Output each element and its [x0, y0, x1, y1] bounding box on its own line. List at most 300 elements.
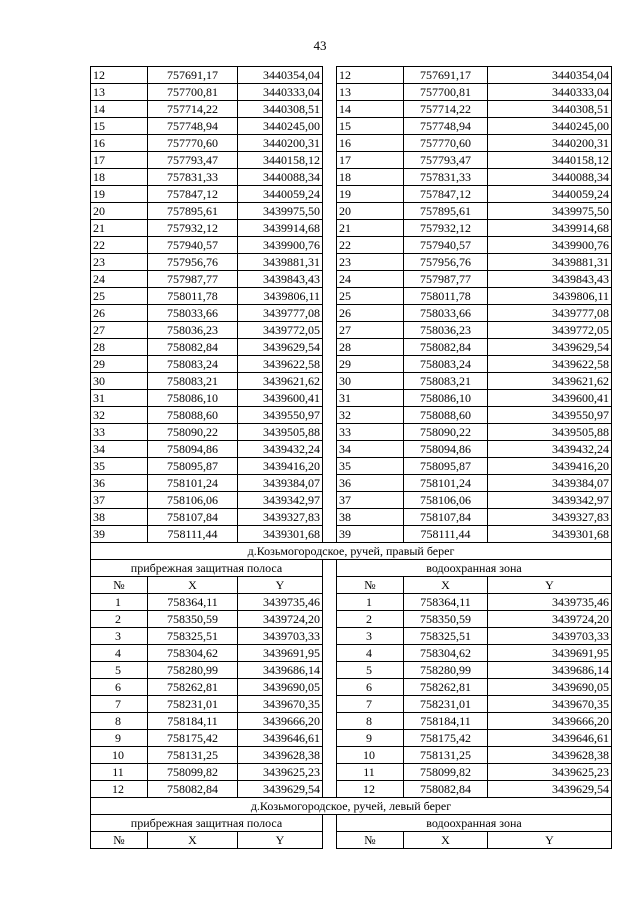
point-number: 28 — [91, 339, 148, 356]
x-coordinate: 758364,11 — [404, 594, 488, 611]
left-zone-label: прибрежная защитная полоса — [91, 560, 323, 577]
table-row — [91, 220, 612, 237]
table-row — [91, 781, 612, 798]
y-coordinate: 3439628,38 — [238, 747, 323, 764]
x-coordinate: 758083,24 — [148, 356, 238, 373]
table-row — [91, 373, 612, 390]
table-row — [91, 339, 612, 356]
y-coordinate: 3439772,05 — [488, 322, 612, 339]
y-coordinate: 3439342,97 — [488, 492, 612, 509]
y-coordinate: 3439646,61 — [238, 730, 323, 747]
table-row — [91, 628, 612, 645]
point-number: 36 — [91, 475, 148, 492]
y-coordinate: 3439600,41 — [238, 390, 323, 407]
x-coordinate: 758280,99 — [148, 662, 238, 679]
column-gap — [323, 475, 337, 492]
x-coordinate: 757956,76 — [148, 254, 238, 271]
x-coordinate: 757987,77 — [148, 271, 238, 288]
point-number: 8 — [337, 713, 404, 730]
y-coordinate: 3439900,76 — [238, 237, 323, 254]
x-coordinate: 758231,01 — [148, 696, 238, 713]
point-number: 12 — [337, 67, 404, 84]
x-coordinate: 758036,23 — [148, 322, 238, 339]
table-row — [91, 594, 612, 611]
x-coordinate: 758107,84 — [404, 509, 488, 526]
x-coordinate: 758033,66 — [404, 305, 488, 322]
x-coordinate: 758082,84 — [404, 781, 488, 798]
x-coordinate: 757940,57 — [148, 237, 238, 254]
x-coordinate: 758262,81 — [148, 679, 238, 696]
point-number: 27 — [91, 322, 148, 339]
point-number: 1 — [337, 594, 404, 611]
column-header-y: Y — [238, 832, 323, 849]
y-coordinate: 3439625,23 — [488, 764, 612, 781]
x-coordinate: 757987,77 — [404, 271, 488, 288]
y-coordinate: 3439975,50 — [238, 203, 323, 220]
table-row — [91, 696, 612, 713]
section2-header — [91, 543, 612, 594]
table-row — [91, 441, 612, 458]
y-coordinate: 3440245,00 — [488, 118, 612, 135]
table-row — [91, 730, 612, 747]
y-coordinate: 3439735,46 — [238, 594, 323, 611]
y-coordinate: 3439342,97 — [238, 492, 323, 509]
column-gap — [323, 339, 337, 356]
y-coordinate: 3439327,83 — [238, 509, 323, 526]
table-row — [91, 645, 612, 662]
y-coordinate: 3439629,54 — [488, 781, 612, 798]
y-coordinate: 3440308,51 — [238, 101, 323, 118]
x-coordinate: 758280,99 — [404, 662, 488, 679]
y-coordinate: 3439724,20 — [238, 611, 323, 628]
point-number: 27 — [337, 322, 404, 339]
column-gap — [323, 271, 337, 288]
y-coordinate: 3439881,31 — [238, 254, 323, 271]
x-coordinate: 758033,66 — [148, 305, 238, 322]
column-gap — [323, 815, 337, 832]
x-coordinate: 758262,81 — [404, 679, 488, 696]
x-coordinate: 758086,10 — [404, 390, 488, 407]
table-row — [91, 186, 612, 203]
y-coordinate: 3440354,04 — [238, 67, 323, 84]
point-number: 39 — [337, 526, 404, 543]
y-coordinate: 3439327,83 — [488, 509, 612, 526]
y-coordinate: 3440354,04 — [488, 67, 612, 84]
point-number: 31 — [91, 390, 148, 407]
x-coordinate: 758106,06 — [404, 492, 488, 509]
point-number: 36 — [337, 475, 404, 492]
x-coordinate: 758088,60 — [148, 407, 238, 424]
column-header-x: X — [148, 832, 238, 849]
point-number: 18 — [337, 169, 404, 186]
y-coordinate: 3439646,61 — [488, 730, 612, 747]
column-gap — [323, 288, 337, 305]
column-gap — [323, 730, 337, 747]
column-gap — [323, 135, 337, 152]
section2-body — [91, 594, 612, 798]
y-coordinate: 3439777,08 — [488, 305, 612, 322]
left-zone-label: прибрежная защитная полоса — [91, 815, 323, 832]
point-number: 12 — [337, 781, 404, 798]
point-number: 39 — [91, 526, 148, 543]
y-coordinate: 3439881,31 — [488, 254, 612, 271]
y-coordinate: 3439628,38 — [488, 747, 612, 764]
point-number: 5 — [337, 662, 404, 679]
point-number: 32 — [91, 407, 148, 424]
point-number: 9 — [337, 730, 404, 747]
y-coordinate: 3439550,97 — [238, 407, 323, 424]
column-header-n: № — [91, 577, 148, 594]
column-gap — [323, 577, 337, 594]
point-number: 34 — [91, 441, 148, 458]
x-coordinate: 758304,62 — [148, 645, 238, 662]
page-number: 43 — [313, 38, 327, 53]
table-row — [91, 390, 612, 407]
right-zone-label: водоохранная зона — [337, 560, 612, 577]
column-header-n: № — [91, 832, 148, 849]
y-coordinate: 3439621,62 — [488, 373, 612, 390]
point-number: 30 — [337, 373, 404, 390]
point-number: 2 — [91, 611, 148, 628]
column-gap — [323, 713, 337, 730]
table-row — [91, 271, 612, 288]
x-coordinate: 758325,51 — [148, 628, 238, 645]
column-header-x: X — [404, 577, 488, 594]
point-number: 14 — [337, 101, 404, 118]
coordinates-table — [90, 66, 612, 849]
x-coordinate: 758364,11 — [148, 594, 238, 611]
column-gap — [323, 237, 337, 254]
right-zone-label: водоохранная зона — [337, 815, 612, 832]
y-coordinate: 3439691,95 — [488, 645, 612, 662]
table-row — [91, 662, 612, 679]
point-number: 24 — [91, 271, 148, 288]
y-coordinate: 3439666,20 — [488, 713, 612, 730]
x-coordinate: 758350,59 — [148, 611, 238, 628]
y-coordinate: 3440059,24 — [488, 186, 612, 203]
y-coordinate: 3440059,24 — [238, 186, 323, 203]
x-coordinate: 757895,61 — [148, 203, 238, 220]
column-gap — [323, 679, 337, 696]
y-coordinate: 3439686,14 — [488, 662, 612, 679]
y-coordinate: 3439670,35 — [488, 696, 612, 713]
y-coordinate: 3440200,31 — [488, 135, 612, 152]
x-coordinate: 757793,47 — [148, 152, 238, 169]
table-row — [91, 679, 612, 696]
column-gap — [323, 764, 337, 781]
y-coordinate: 3439384,07 — [238, 475, 323, 492]
point-number: 33 — [337, 424, 404, 441]
table-row — [91, 237, 612, 254]
point-number: 9 — [91, 730, 148, 747]
point-number: 26 — [91, 305, 148, 322]
y-coordinate: 3439384,07 — [488, 475, 612, 492]
column-gap — [323, 781, 337, 798]
x-coordinate: 758090,22 — [404, 424, 488, 441]
point-number: 8 — [91, 713, 148, 730]
point-number: 7 — [91, 696, 148, 713]
x-coordinate: 758011,78 — [148, 288, 238, 305]
column-gap — [323, 203, 337, 220]
point-number: 38 — [337, 509, 404, 526]
x-coordinate: 758083,21 — [148, 373, 238, 390]
x-coordinate: 758175,42 — [148, 730, 238, 747]
column-gap — [323, 390, 337, 407]
y-coordinate: 3439629,54 — [488, 339, 612, 356]
x-coordinate: 758175,42 — [404, 730, 488, 747]
x-coordinate: 758101,24 — [404, 475, 488, 492]
y-coordinate: 3440158,12 — [238, 152, 323, 169]
column-gap — [323, 560, 337, 577]
x-coordinate: 758106,06 — [148, 492, 238, 509]
y-coordinate: 3440308,51 — [488, 101, 612, 118]
y-coordinate: 3440245,00 — [238, 118, 323, 135]
y-coordinate: 3439686,14 — [238, 662, 323, 679]
y-coordinate: 3439625,23 — [238, 764, 323, 781]
point-number: 13 — [91, 84, 148, 101]
table-row — [91, 526, 612, 543]
x-coordinate: 757691,17 — [404, 67, 488, 84]
table-row — [91, 492, 612, 509]
x-coordinate: 758083,21 — [404, 373, 488, 390]
x-coordinate: 758090,22 — [148, 424, 238, 441]
point-number: 3 — [91, 628, 148, 645]
point-number: 37 — [91, 492, 148, 509]
y-coordinate: 3439703,33 — [238, 628, 323, 645]
x-coordinate: 757831,33 — [404, 169, 488, 186]
x-coordinate: 757956,76 — [404, 254, 488, 271]
point-number: 29 — [91, 356, 148, 373]
y-coordinate: 3440333,04 — [488, 84, 612, 101]
section3-header — [91, 798, 612, 849]
table-row — [91, 305, 612, 322]
y-coordinate: 3439724,20 — [488, 611, 612, 628]
table-row — [91, 747, 612, 764]
column-gap — [323, 356, 337, 373]
point-number: 30 — [91, 373, 148, 390]
table-row — [91, 203, 612, 220]
column-header-y: Y — [488, 577, 612, 594]
column-gap — [323, 441, 337, 458]
x-coordinate: 757700,81 — [148, 84, 238, 101]
point-number: 13 — [337, 84, 404, 101]
section-title: д.Козьмогородское, ручей, правый берег — [91, 543, 612, 560]
column-gap — [323, 611, 337, 628]
table-row — [91, 135, 612, 152]
column-gap — [323, 747, 337, 764]
x-coordinate: 758304,62 — [404, 645, 488, 662]
x-coordinate: 758111,44 — [148, 526, 238, 543]
x-coordinate: 758095,87 — [148, 458, 238, 475]
point-number: 10 — [337, 747, 404, 764]
point-number: 22 — [91, 237, 148, 254]
column-gap — [323, 458, 337, 475]
point-number: 29 — [337, 356, 404, 373]
point-number: 38 — [91, 509, 148, 526]
y-coordinate: 3439690,05 — [238, 679, 323, 696]
y-coordinate: 3439843,43 — [238, 271, 323, 288]
column-gap — [323, 101, 337, 118]
x-coordinate: 757847,12 — [404, 186, 488, 203]
table-row — [91, 152, 612, 169]
point-number: 25 — [91, 288, 148, 305]
y-coordinate: 3440088,34 — [238, 169, 323, 186]
y-coordinate: 3439690,05 — [488, 679, 612, 696]
column-gap — [323, 322, 337, 339]
x-coordinate: 758350,59 — [404, 611, 488, 628]
column-header-x: X — [148, 577, 238, 594]
table-row — [91, 713, 612, 730]
point-number: 10 — [91, 747, 148, 764]
point-number: 12 — [91, 781, 148, 798]
table-row — [91, 424, 612, 441]
point-number: 17 — [91, 152, 148, 169]
point-number: 16 — [337, 135, 404, 152]
x-coordinate: 758325,51 — [404, 628, 488, 645]
y-coordinate: 3439505,88 — [238, 424, 323, 441]
y-coordinate: 3439505,88 — [488, 424, 612, 441]
section-title: д.Козьмогородское, ручей, левый берег — [91, 798, 612, 815]
x-coordinate: 758099,82 — [148, 764, 238, 781]
y-coordinate: 3439622,58 — [488, 356, 612, 373]
y-coordinate: 3439301,68 — [238, 526, 323, 543]
x-coordinate: 757748,94 — [148, 118, 238, 135]
point-number: 22 — [337, 237, 404, 254]
x-coordinate: 757714,22 — [404, 101, 488, 118]
y-coordinate: 3439621,62 — [238, 373, 323, 390]
column-gap — [323, 407, 337, 424]
y-coordinate: 3439975,50 — [488, 203, 612, 220]
y-coordinate: 3439416,20 — [488, 458, 612, 475]
table-row — [91, 101, 612, 118]
column-gap — [323, 254, 337, 271]
point-number: 15 — [337, 118, 404, 135]
column-gap — [323, 67, 337, 84]
x-coordinate: 758184,11 — [404, 713, 488, 730]
point-number: 35 — [91, 458, 148, 475]
y-coordinate: 3439432,24 — [238, 441, 323, 458]
x-coordinate: 758083,24 — [404, 356, 488, 373]
table-row — [91, 118, 612, 135]
point-number: 16 — [91, 135, 148, 152]
point-number: 17 — [337, 152, 404, 169]
x-coordinate: 758036,23 — [404, 322, 488, 339]
point-number: 21 — [337, 220, 404, 237]
column-header-x: X — [404, 832, 488, 849]
y-coordinate: 3439600,41 — [488, 390, 612, 407]
point-number: 7 — [337, 696, 404, 713]
point-number: 14 — [91, 101, 148, 118]
table-row — [91, 356, 612, 373]
y-coordinate: 3439900,76 — [488, 237, 612, 254]
block1-body — [91, 67, 612, 543]
point-number: 34 — [337, 441, 404, 458]
y-coordinate: 3439735,46 — [488, 594, 612, 611]
x-coordinate: 758082,84 — [148, 339, 238, 356]
y-coordinate: 3440333,04 — [238, 84, 323, 101]
column-gap — [323, 84, 337, 101]
point-number: 6 — [337, 679, 404, 696]
x-coordinate: 757770,60 — [148, 135, 238, 152]
point-number: 11 — [91, 764, 148, 781]
x-coordinate: 757770,60 — [404, 135, 488, 152]
point-number: 24 — [337, 271, 404, 288]
column-gap — [323, 832, 337, 849]
point-number: 12 — [91, 67, 148, 84]
table-row — [91, 611, 612, 628]
y-coordinate: 3439914,68 — [488, 220, 612, 237]
y-coordinate: 3439914,68 — [238, 220, 323, 237]
y-coordinate: 3439629,54 — [238, 339, 323, 356]
y-coordinate: 3440200,31 — [238, 135, 323, 152]
x-coordinate: 758101,24 — [148, 475, 238, 492]
y-coordinate: 3439666,20 — [238, 713, 323, 730]
point-number: 2 — [337, 611, 404, 628]
point-number: 20 — [91, 203, 148, 220]
y-coordinate: 3439806,11 — [238, 288, 323, 305]
table-row — [91, 458, 612, 475]
point-number: 6 — [91, 679, 148, 696]
x-coordinate: 758231,01 — [404, 696, 488, 713]
x-coordinate: 757940,57 — [404, 237, 488, 254]
x-coordinate: 758011,78 — [404, 288, 488, 305]
y-coordinate: 3439550,97 — [488, 407, 612, 424]
y-coordinate: 3439843,43 — [488, 271, 612, 288]
y-coordinate: 3439301,68 — [488, 526, 612, 543]
y-coordinate: 3440158,12 — [488, 152, 612, 169]
column-gap — [323, 696, 337, 713]
table-row — [91, 254, 612, 271]
x-coordinate: 757895,61 — [404, 203, 488, 220]
point-number: 25 — [337, 288, 404, 305]
x-coordinate: 758082,84 — [404, 339, 488, 356]
column-gap — [323, 118, 337, 135]
point-number: 19 — [91, 186, 148, 203]
column-header-y: Y — [488, 832, 612, 849]
column-header-y: Y — [238, 577, 323, 594]
x-coordinate: 758088,60 — [404, 407, 488, 424]
x-coordinate: 758094,86 — [404, 441, 488, 458]
table-row — [91, 407, 612, 424]
x-coordinate: 758094,86 — [148, 441, 238, 458]
point-number: 5 — [91, 662, 148, 679]
x-coordinate: 758107,84 — [148, 509, 238, 526]
column-gap — [323, 186, 337, 203]
point-number: 23 — [337, 254, 404, 271]
table-row — [91, 288, 612, 305]
x-coordinate: 757932,12 — [148, 220, 238, 237]
y-coordinate: 3439416,20 — [238, 458, 323, 475]
x-coordinate: 757691,17 — [148, 67, 238, 84]
x-coordinate: 758131,25 — [404, 747, 488, 764]
point-number: 15 — [91, 118, 148, 135]
column-gap — [323, 169, 337, 186]
point-number: 32 — [337, 407, 404, 424]
column-gap — [323, 526, 337, 543]
table-row — [91, 509, 612, 526]
point-number: 4 — [91, 645, 148, 662]
y-coordinate: 3439703,33 — [488, 628, 612, 645]
column-header-n: № — [337, 577, 404, 594]
point-number: 18 — [91, 169, 148, 186]
x-coordinate: 757793,47 — [404, 152, 488, 169]
x-coordinate: 757847,12 — [148, 186, 238, 203]
point-number: 28 — [337, 339, 404, 356]
point-number: 35 — [337, 458, 404, 475]
x-coordinate: 757748,94 — [404, 118, 488, 135]
column-gap — [323, 152, 337, 169]
x-coordinate: 757714,22 — [148, 101, 238, 118]
